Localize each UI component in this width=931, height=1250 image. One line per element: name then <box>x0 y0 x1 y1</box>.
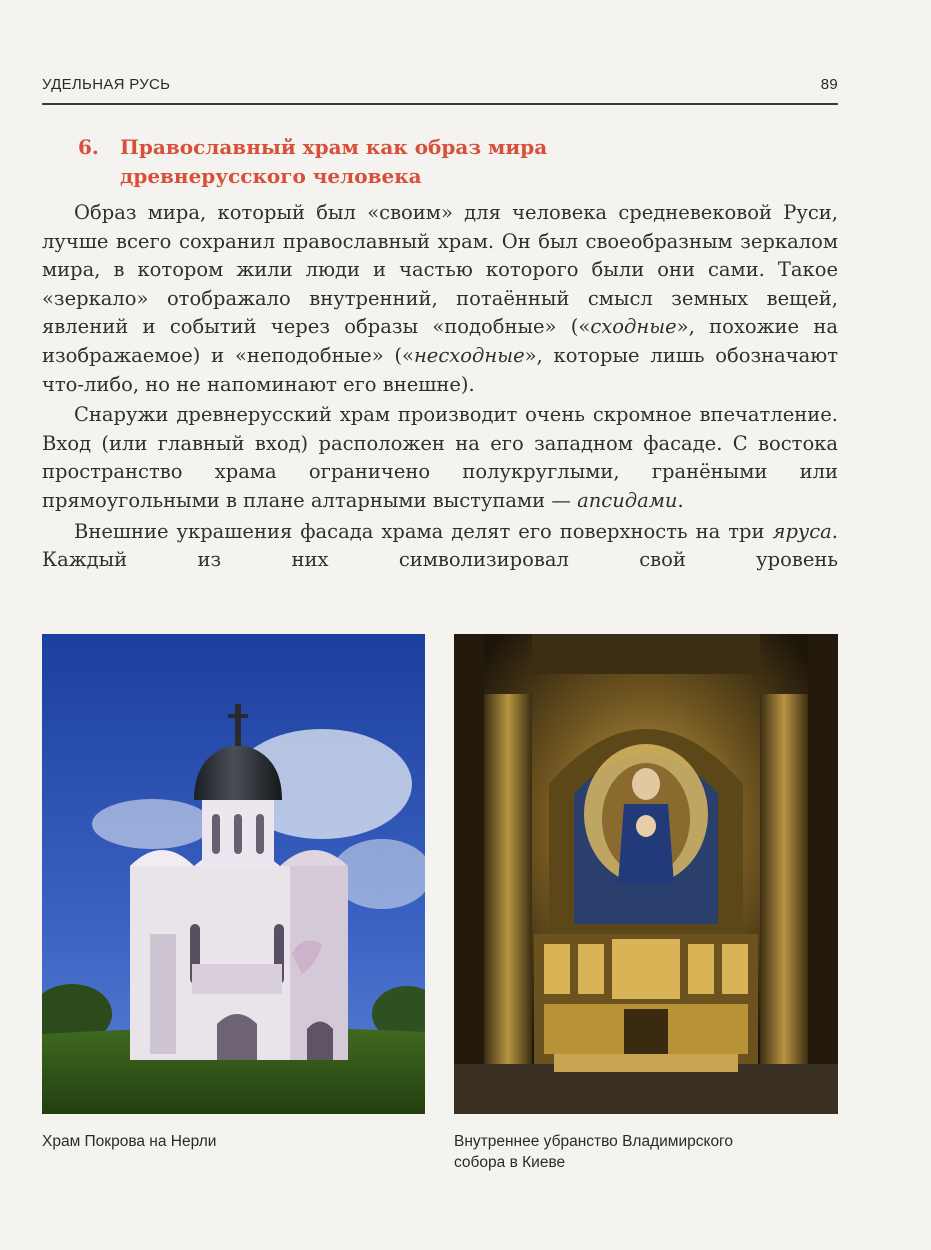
paragraph-1: Образ мира, который был «своим» для человека средневековой Руси, лучше всего сохранил православный храм. Он был своеобразным зеркалом мира, в котором жили люди и частью которого были они сами. Такое «зеркало» отображало внутренний, потаённый смысл земных вещей, явлений и событий через образы «подобные» («сходные», похожие на изображаемое) и «неподобные» («несходные», которые лишь обозначают что-либо, но не напоминают его внешне). <box>42 201 838 396</box>
church-exterior-photo <box>42 634 425 1114</box>
cathedral-interior-image <box>454 634 838 1114</box>
church-exterior-image <box>42 634 425 1114</box>
section-title: УДЕЛЬНАЯ РУСЬ <box>42 76 171 93</box>
caption-cathedral-line-2: собора в Киеве <box>454 1154 566 1171</box>
heading-line-1: Православный храм как образ мира <box>120 135 548 159</box>
paragraph-3: Внешние украшения фасада храма делят его поверхность на три яруса. Каждый из них символизировал свой уровень <box>42 519 838 572</box>
section-heading <box>78 133 778 191</box>
body-text <box>42 199 838 577</box>
cathedral-interior-photo <box>454 634 838 1114</box>
caption-church-exterior: Храм Покрова на Нерли <box>42 1133 217 1150</box>
page-number: 89 <box>820 76 838 93</box>
header-rule <box>42 103 838 105</box>
paragraph-2: Снаружи древнерусский храм производит очень скромное впечатление. Вход (или главный вход) расположен на его западном фасаде. С востока пространство храма ограничено полукруглыми, гранёными или прямоугольными в плане алтарными выступами — апсидами. <box>42 403 838 512</box>
caption-cathedral-interior <box>454 1131 733 1173</box>
heading-number: 6. <box>78 135 99 159</box>
heading-line-2: древнерусского человека <box>120 164 422 188</box>
caption-cathedral-line-1: Внутреннее убранство Владимирского <box>454 1133 733 1150</box>
